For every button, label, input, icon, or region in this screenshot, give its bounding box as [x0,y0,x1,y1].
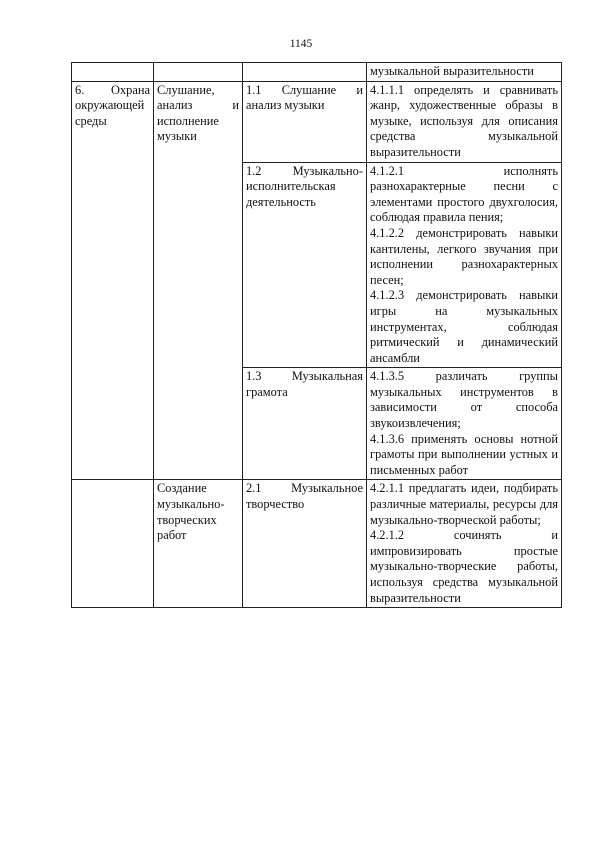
topic-cell: 1.2 Музыкально-исполнительская деятельность [243,162,367,368]
table-row [72,480,562,608]
objectives-cell [367,368,562,480]
learning-objective: музыкальной выразительности [370,64,534,78]
learning-objective: 4.2.1.2 сочинять и импровизировать простые музыкально-творческие работы, используя средства музыкальной выразительности [370,528,558,605]
topic-cell: 1.1 Слушание и анализ музыки [243,81,367,162]
learning-objective: 4.1.3.6 применять основы нотной грамоты при выполнении устных и письменных работ [370,431,558,477]
section-cell [72,63,154,82]
subsection-cell: Создание музыкально-творческих работ [154,480,243,608]
page-number: 1145 [289,38,313,50]
topic-cell: 1.3 Музыкальная грамота [243,368,367,480]
curriculum-table [71,62,562,608]
learning-objective: 4.1.3.5 различать группы музыкальных инструментов в зависимости от способа звукоизвлечения; [370,369,558,431]
learning-objective: 4.1.2.2 демонстрировать навыки кантилены, легкого звучания при исполнении разнохарактерных песен; [370,225,558,287]
section-cell: 6. Охрана окружающей среды [72,81,154,480]
subsection-cell [154,63,243,82]
learning-objective: 4.2.1.1 предлагать идеи, подбирать различные материалы, ресурсы для музыкально-творческой работы; [370,481,558,527]
objectives-cell [367,162,562,368]
section-cell [72,480,154,608]
subsection-cell: Слушание, анализ и исполнение музыки [154,81,243,480]
learning-objective: 4.1.1.1 определять и сравнивать жанр, художественные образы в музыке, используя для описания средства музыкальной выразительности [370,82,558,159]
objectives-cell [367,480,562,608]
table-row [72,81,562,162]
objectives-cell [367,63,562,82]
topic-cell: 2.1 Музыкальное творчество [243,480,367,608]
learning-objective: 4.1.2.3 демонстрировать навыки игры на музыкальных инструментах, соблюдая ритмический и динамический ансамбли [370,288,558,365]
learning-objective: 4.1.2.1 исполнять разнохарактерные песни с элементами простого двухголосия, соблюдая правила пения; [370,163,558,225]
objectives-cell [367,81,562,162]
topic-cell [243,63,367,82]
table-row [72,63,562,82]
